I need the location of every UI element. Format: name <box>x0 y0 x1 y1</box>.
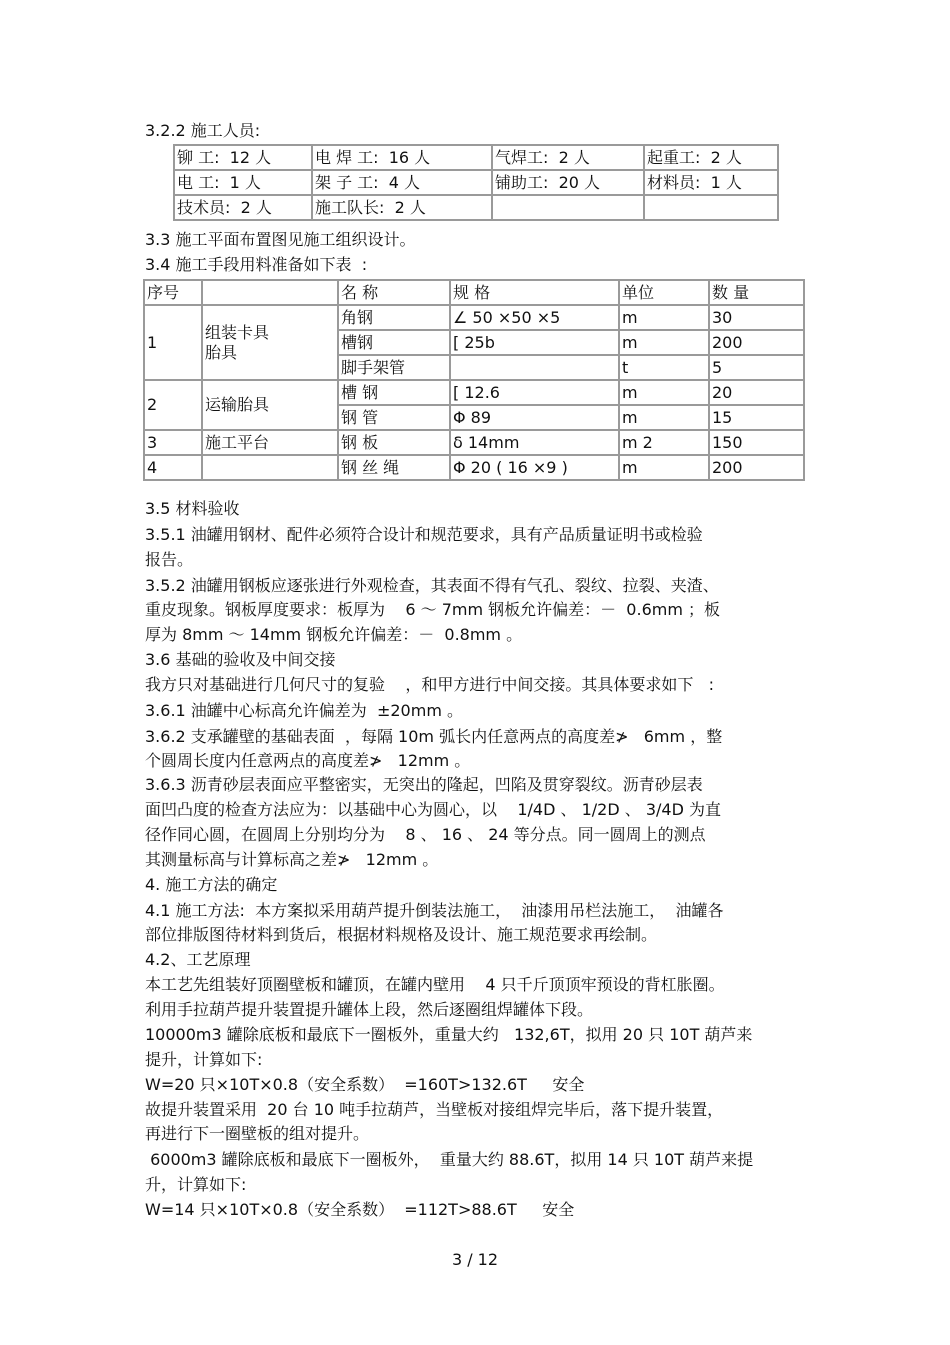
table-cell: m <box>619 455 709 480</box>
text-line: W=20 只×10T×0.8（安全系数） =160T>132.6T 安全 <box>145 1075 585 1094</box>
section-3-3: 3.3 施工平面布置图见施工组织设计。 <box>145 230 416 249</box>
table-cell: 30 <box>709 305 804 330</box>
table-cell: m <box>619 380 709 405</box>
text-line: 我方只对基础进行几何尺寸的复验 ，和甲方进行中间交接。其具体要求如下 : <box>145 675 714 694</box>
table-cell: m <box>619 405 709 430</box>
table-row <box>144 455 804 480</box>
table-cell: m 2 <box>619 430 709 455</box>
text-line: 其测量标高与计算标高之差≯ 12mm 。 <box>145 850 439 869</box>
table-cell: t <box>619 355 709 380</box>
text-line: 径作同心圆，在圆周上分别均分为 8 、 16 、 24 等分点。同一圆周上的测点 <box>145 825 706 844</box>
text-line: 故提升装置采用 20 台 10 吨手拉葫芦，当壁板对接组焊完毕后，落下提升装置， <box>145 1100 724 1119</box>
table-cell: 电 工: 1 人 <box>174 170 312 195</box>
table-cell: 3 <box>144 430 202 455</box>
text-line: W=14 只×10T×0.8（安全系数） =112T>88.6T 安全 <box>145 1200 575 1219</box>
text-line: 升，计算如下: <box>145 1175 247 1194</box>
text-line: 利用手拉葫芦提升装置提升罐体上段，然后逐圈组焊罐体下段。 <box>145 1000 594 1019</box>
table-cell: 150 <box>709 430 804 455</box>
table-row <box>144 380 804 405</box>
table-cell: Φ 20 ( 16 ×9 ) <box>450 455 619 480</box>
table-row <box>144 305 804 330</box>
page-number: 3 / 12 <box>451 1250 499 1269</box>
table-cell: 施工队长: 2 人 <box>312 195 492 220</box>
text-line: 重皮现象。钢板厚度要求：板厚为 6 ～ 7mm 钢板允许偏差：－ 0.6mm ；板 <box>145 600 721 619</box>
table-header-row <box>144 280 804 305</box>
table-cell <box>492 195 644 220</box>
header-cell: 序号 <box>144 280 202 305</box>
table-row <box>144 430 804 455</box>
table-cell: δ 14mm <box>450 430 619 455</box>
table-cell: 角钢 <box>338 305 450 330</box>
section-3-2-2-title: 3.2.2 施工人员: <box>145 121 261 140</box>
table-cell: 2 <box>144 380 202 430</box>
table-cell <box>644 195 778 220</box>
table-cell: 材料员: 1 人 <box>644 170 778 195</box>
table-cell: m <box>619 330 709 355</box>
text-line: 面凹凸度的检查方法应为：以基础中心为圆心，以 1/4D 、 1/2D 、 3/4D 为直 <box>145 800 721 819</box>
table-cell: 电 焊 工: 16 人 <box>312 145 492 170</box>
table-cell: 槽 钢 <box>338 380 450 405</box>
table-cell: [ 25b <box>450 330 619 355</box>
table-cell: 施工平台 <box>202 430 338 455</box>
table-cell: 15 <box>709 405 804 430</box>
header-cell: 规 格 <box>450 280 619 305</box>
text-line: 报告。 <box>145 550 194 569</box>
text-line: 厚为 8mm ～ 14mm 钢板允许偏差：－ 0.8mm 。 <box>145 625 523 644</box>
table-cell: 1 <box>144 305 202 380</box>
table-cell: 架 子 工: 4 人 <box>312 170 492 195</box>
table-cell: 200 <box>709 455 804 480</box>
text-line: 3.6.2 支承罐壁的基础表面 ，每隔 10m 弧长内任意两点的高度差≯ 6mm ，整 <box>145 727 723 746</box>
table-cell: 200 <box>709 330 804 355</box>
text-line: 再进行下一圈壁板的组对提升。 <box>145 1124 370 1143</box>
header-cell: 数 量 <box>709 280 804 305</box>
materials-table <box>143 279 805 481</box>
text-line: 6000m3 罐除底板和最底下一圈板外， 重量大约 88.6T，拟用 14 只 10T 葫芦来提 <box>145 1150 754 1169</box>
table-cell: 4 <box>144 455 202 480</box>
table-cell: 槽钢 <box>338 330 450 355</box>
text-line: 部位排版图待材料到货后，根据材料规格及设计、施工规范要求再绘制。 <box>145 925 658 944</box>
table-cell: 运输胎具 <box>202 380 338 430</box>
table-row <box>174 195 778 220</box>
table-cell: 20 <box>709 380 804 405</box>
header-cell <box>202 280 338 305</box>
table-cell: Φ 89 <box>450 405 619 430</box>
text-line: 3.5 材料验收 <box>145 499 240 518</box>
table-cell: 铆 工: 12 人 <box>174 145 312 170</box>
text-line: 4. 施工方法的确定 <box>145 875 278 894</box>
table-cell: 气焊工: 2 人 <box>492 145 644 170</box>
text-line: 提升，计算如下: <box>145 1050 263 1069</box>
table-cell: 组装卡具 胎具 <box>202 305 338 380</box>
header-cell: 单位 <box>619 280 709 305</box>
text-line: 3.6.1 油罐中心标高允许偏差为 ±20mm 。 <box>145 701 463 720</box>
text-line: 10000m3 罐除底板和最底下一圈板外，重量大约 132,6T，拟用 20 只 10T 葫芦来 <box>145 1025 753 1044</box>
header-cell: 名 称 <box>338 280 450 305</box>
table-cell <box>450 355 619 380</box>
table-cell: 钢 管 <box>338 405 450 430</box>
text-line: 3.6.3 沥青砂层表面应平整密实，无突出的隆起，凹陷及贯穿裂纹。沥青砂层表 <box>145 775 703 794</box>
table-cell <box>202 455 338 480</box>
table-cell: 钢 板 <box>338 430 450 455</box>
table-cell: 铺助工: 20 人 <box>492 170 644 195</box>
table-cell: m <box>619 305 709 330</box>
table-cell: 钢 丝 绳 <box>338 455 450 480</box>
text-line: 3.5.2 油罐用钢板应逐张进行外观检查，其表面不得有气孔、裂纹、拉裂、夹渣、 <box>145 576 719 595</box>
staff-table <box>173 144 779 221</box>
table-row <box>174 145 778 170</box>
text-line: 4.1 施工方法: 本方案拟采用葫芦提升倒装法施工， 油漆用吊栏法施工， 油罐各 <box>145 901 724 920</box>
text-line: 个圆周长度内任意两点的高度差≯ 12mm 。 <box>145 751 471 770</box>
table-cell: ∠ 50 ×50 ×5 <box>450 305 619 330</box>
text-line: 3.6 基础的验收及中间交接 <box>145 650 336 669</box>
table-cell: [ 12.6 <box>450 380 619 405</box>
text-line: 3.5.1 油罐用钢材、配件必须符合设计和规范要求，具有产品质量证明书或检验 <box>145 525 703 544</box>
table-cell: 脚手架管 <box>338 355 450 380</box>
text-line: 4.2、工艺原理 <box>145 950 251 969</box>
section-3-4: 3.4 施工手段用料准备如下表 : <box>145 255 368 274</box>
table-cell: 技术员: 2 人 <box>174 195 312 220</box>
table-cell: 5 <box>709 355 804 380</box>
text-line: 本工艺先组装好顶圈壁板和罐顶，在罐内壁用 4 只千斤顶顶牢预设的背杠胀圈。 <box>145 975 725 994</box>
table-row <box>174 170 778 195</box>
table-cell: 起重工: 2 人 <box>644 145 778 170</box>
